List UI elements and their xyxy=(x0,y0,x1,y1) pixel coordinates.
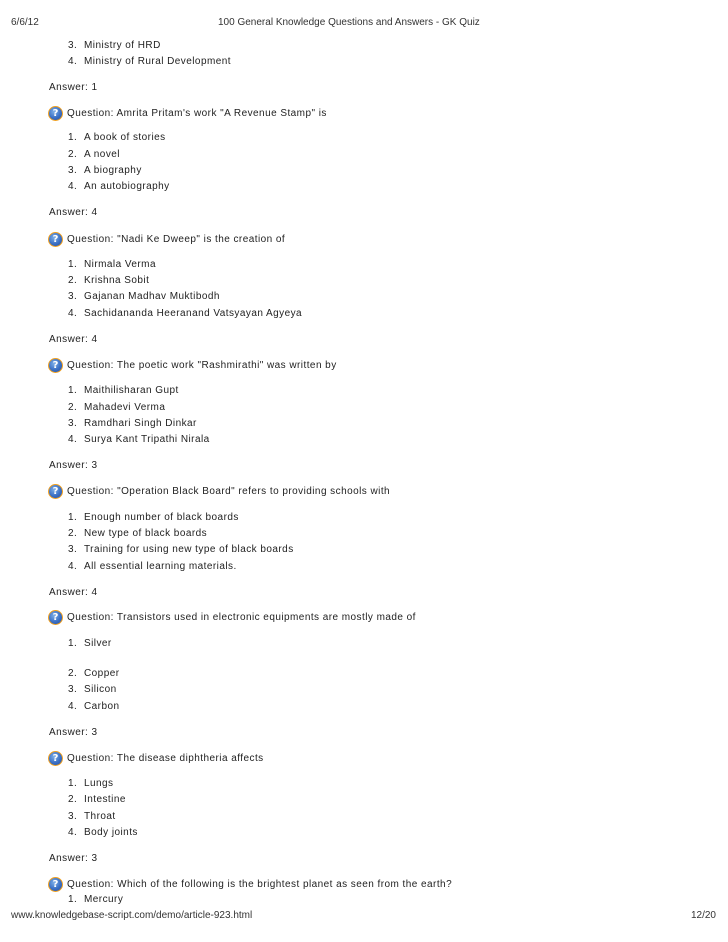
option-item xyxy=(68,401,165,414)
option-item xyxy=(68,793,126,806)
option-text: Ramdhari Singh Dinkar xyxy=(84,418,197,429)
option-number: 2. xyxy=(68,528,78,539)
footer-url: www.knowledgebase-script.com/demo/article-923.html xyxy=(11,910,253,921)
option-number: 2. xyxy=(68,149,78,160)
answer-text: Answer: 4 xyxy=(49,207,98,218)
option-text: Training for using new type of black boards xyxy=(84,544,294,555)
header-date: 6/6/12 xyxy=(11,17,39,28)
option-text: An autobiography xyxy=(84,181,170,192)
option-text: Surya Kant Tripathi Nirala xyxy=(84,434,210,445)
option-text: Enough number of black boards xyxy=(84,512,239,523)
option-item xyxy=(68,667,120,680)
question-icon: ? xyxy=(48,106,63,121)
option-text: All essential learning materials. xyxy=(84,561,237,572)
option-item xyxy=(68,55,231,68)
option-text: New type of black boards xyxy=(84,528,208,539)
option-item xyxy=(68,164,142,177)
option-item xyxy=(68,384,179,397)
option-item xyxy=(68,274,149,287)
option-item xyxy=(68,777,114,790)
option-item xyxy=(68,258,156,271)
question-icon: ? xyxy=(48,877,63,892)
option-number: 1. xyxy=(68,638,78,649)
answer-text: Answer: 4 xyxy=(49,587,98,598)
question-icon: ? xyxy=(48,232,63,247)
option-text: Lungs xyxy=(84,778,114,789)
question-text: Question: The disease diphtheria affects xyxy=(67,753,264,764)
option-text: Sachidananda Heeranand Vatsyayan Agyeya xyxy=(84,308,303,319)
option-text: Krishna Sobit xyxy=(84,275,150,286)
question-icon: ? xyxy=(48,484,63,499)
option-number: 2. xyxy=(68,794,78,805)
option-item xyxy=(68,180,170,193)
option-item xyxy=(68,637,112,650)
option-number: 4. xyxy=(68,827,78,838)
option-text: Mahadevi Verma xyxy=(84,402,166,413)
question-icon: ? xyxy=(48,358,63,373)
option-text: Ministry of Rural Development xyxy=(84,56,231,67)
page-number: 12/20 xyxy=(690,910,716,921)
option-number: 4. xyxy=(68,561,78,572)
option-number: 1. xyxy=(68,894,78,905)
option-item xyxy=(68,511,239,524)
option-number: 1. xyxy=(68,385,78,396)
option-item xyxy=(68,810,116,823)
question-text: Question: Transistors used in electronic equipments are mostly made of xyxy=(67,612,416,623)
option-text: A book of stories xyxy=(84,132,166,143)
option-item xyxy=(68,39,161,52)
option-text: Throat xyxy=(84,811,116,822)
option-item xyxy=(68,527,207,540)
option-number: 1. xyxy=(68,778,78,789)
option-number: 2. xyxy=(68,668,78,679)
option-number: 3. xyxy=(68,811,78,822)
question-icon: ? xyxy=(48,751,63,766)
option-item xyxy=(68,307,302,320)
option-item xyxy=(68,417,197,430)
option-text: Nirmala Verma xyxy=(84,259,156,270)
option-item xyxy=(68,560,237,573)
option-number: 3. xyxy=(68,544,78,555)
question-text: Question: Which of the following is the brightest planet as seen from the earth? xyxy=(67,879,453,890)
option-number: 1. xyxy=(68,132,78,143)
option-item xyxy=(68,893,188,906)
option-text: A biography xyxy=(84,165,142,176)
option-item xyxy=(68,290,220,303)
answer-text: Answer: 3 xyxy=(49,727,98,738)
answer-text: Answer: 3 xyxy=(49,460,98,471)
answer-text: Answer: 4 xyxy=(49,334,98,345)
option-number: 3. xyxy=(68,418,78,429)
option-item xyxy=(68,700,120,713)
clipped-option xyxy=(68,894,188,907)
option-number: 4. xyxy=(68,56,78,67)
option-number: 1. xyxy=(68,512,78,523)
option-number: 4. xyxy=(68,181,78,192)
answer-text: Answer: 1 xyxy=(49,82,98,93)
option-item xyxy=(68,148,120,161)
question-text: Question: The poetic work "Rashmirathi" was written by xyxy=(67,360,337,371)
option-number: 1. xyxy=(68,259,78,270)
option-number: 4. xyxy=(68,701,78,712)
option-text: Ministry of HRD xyxy=(84,40,161,51)
question-icon: ? xyxy=(48,610,63,625)
option-number: 4. xyxy=(68,434,78,445)
option-item xyxy=(68,131,166,144)
option-text: Carbon xyxy=(84,701,120,712)
option-text: Intestine xyxy=(84,794,126,805)
question-text: Question: Amrita Pritam's work "A Revenue Stamp" is xyxy=(67,108,327,119)
option-item xyxy=(68,683,117,696)
option-text: Silver xyxy=(84,638,112,649)
option-number: 3. xyxy=(68,291,78,302)
option-text: A novel xyxy=(84,149,120,160)
option-text: Mercury xyxy=(84,894,124,905)
option-number: 2. xyxy=(68,402,78,413)
answer-text: Answer: 3 xyxy=(49,853,98,864)
option-number: 4. xyxy=(68,308,78,319)
option-text: Copper xyxy=(84,668,120,679)
option-text: Gajanan Madhav Muktibodh xyxy=(84,291,220,302)
question-text: Question: "Nadi Ke Dweep" is the creation of xyxy=(67,234,286,245)
option-item xyxy=(68,543,294,556)
header-title: 100 General Knowledge Questions and Answers - GK Quiz xyxy=(218,17,480,28)
option-number: 2. xyxy=(68,275,78,286)
question-text: Question: "Operation Black Board" refers to providing schools with xyxy=(67,486,391,497)
option-number: 3. xyxy=(68,684,78,695)
option-text: Maithilisharan Gupt xyxy=(84,385,179,396)
option-text: Silicon xyxy=(84,684,117,695)
option-item xyxy=(68,826,138,839)
option-item xyxy=(68,433,210,446)
option-number: 3. xyxy=(68,40,78,51)
option-number: 3. xyxy=(68,165,78,176)
option-text: Body joints xyxy=(84,827,138,838)
